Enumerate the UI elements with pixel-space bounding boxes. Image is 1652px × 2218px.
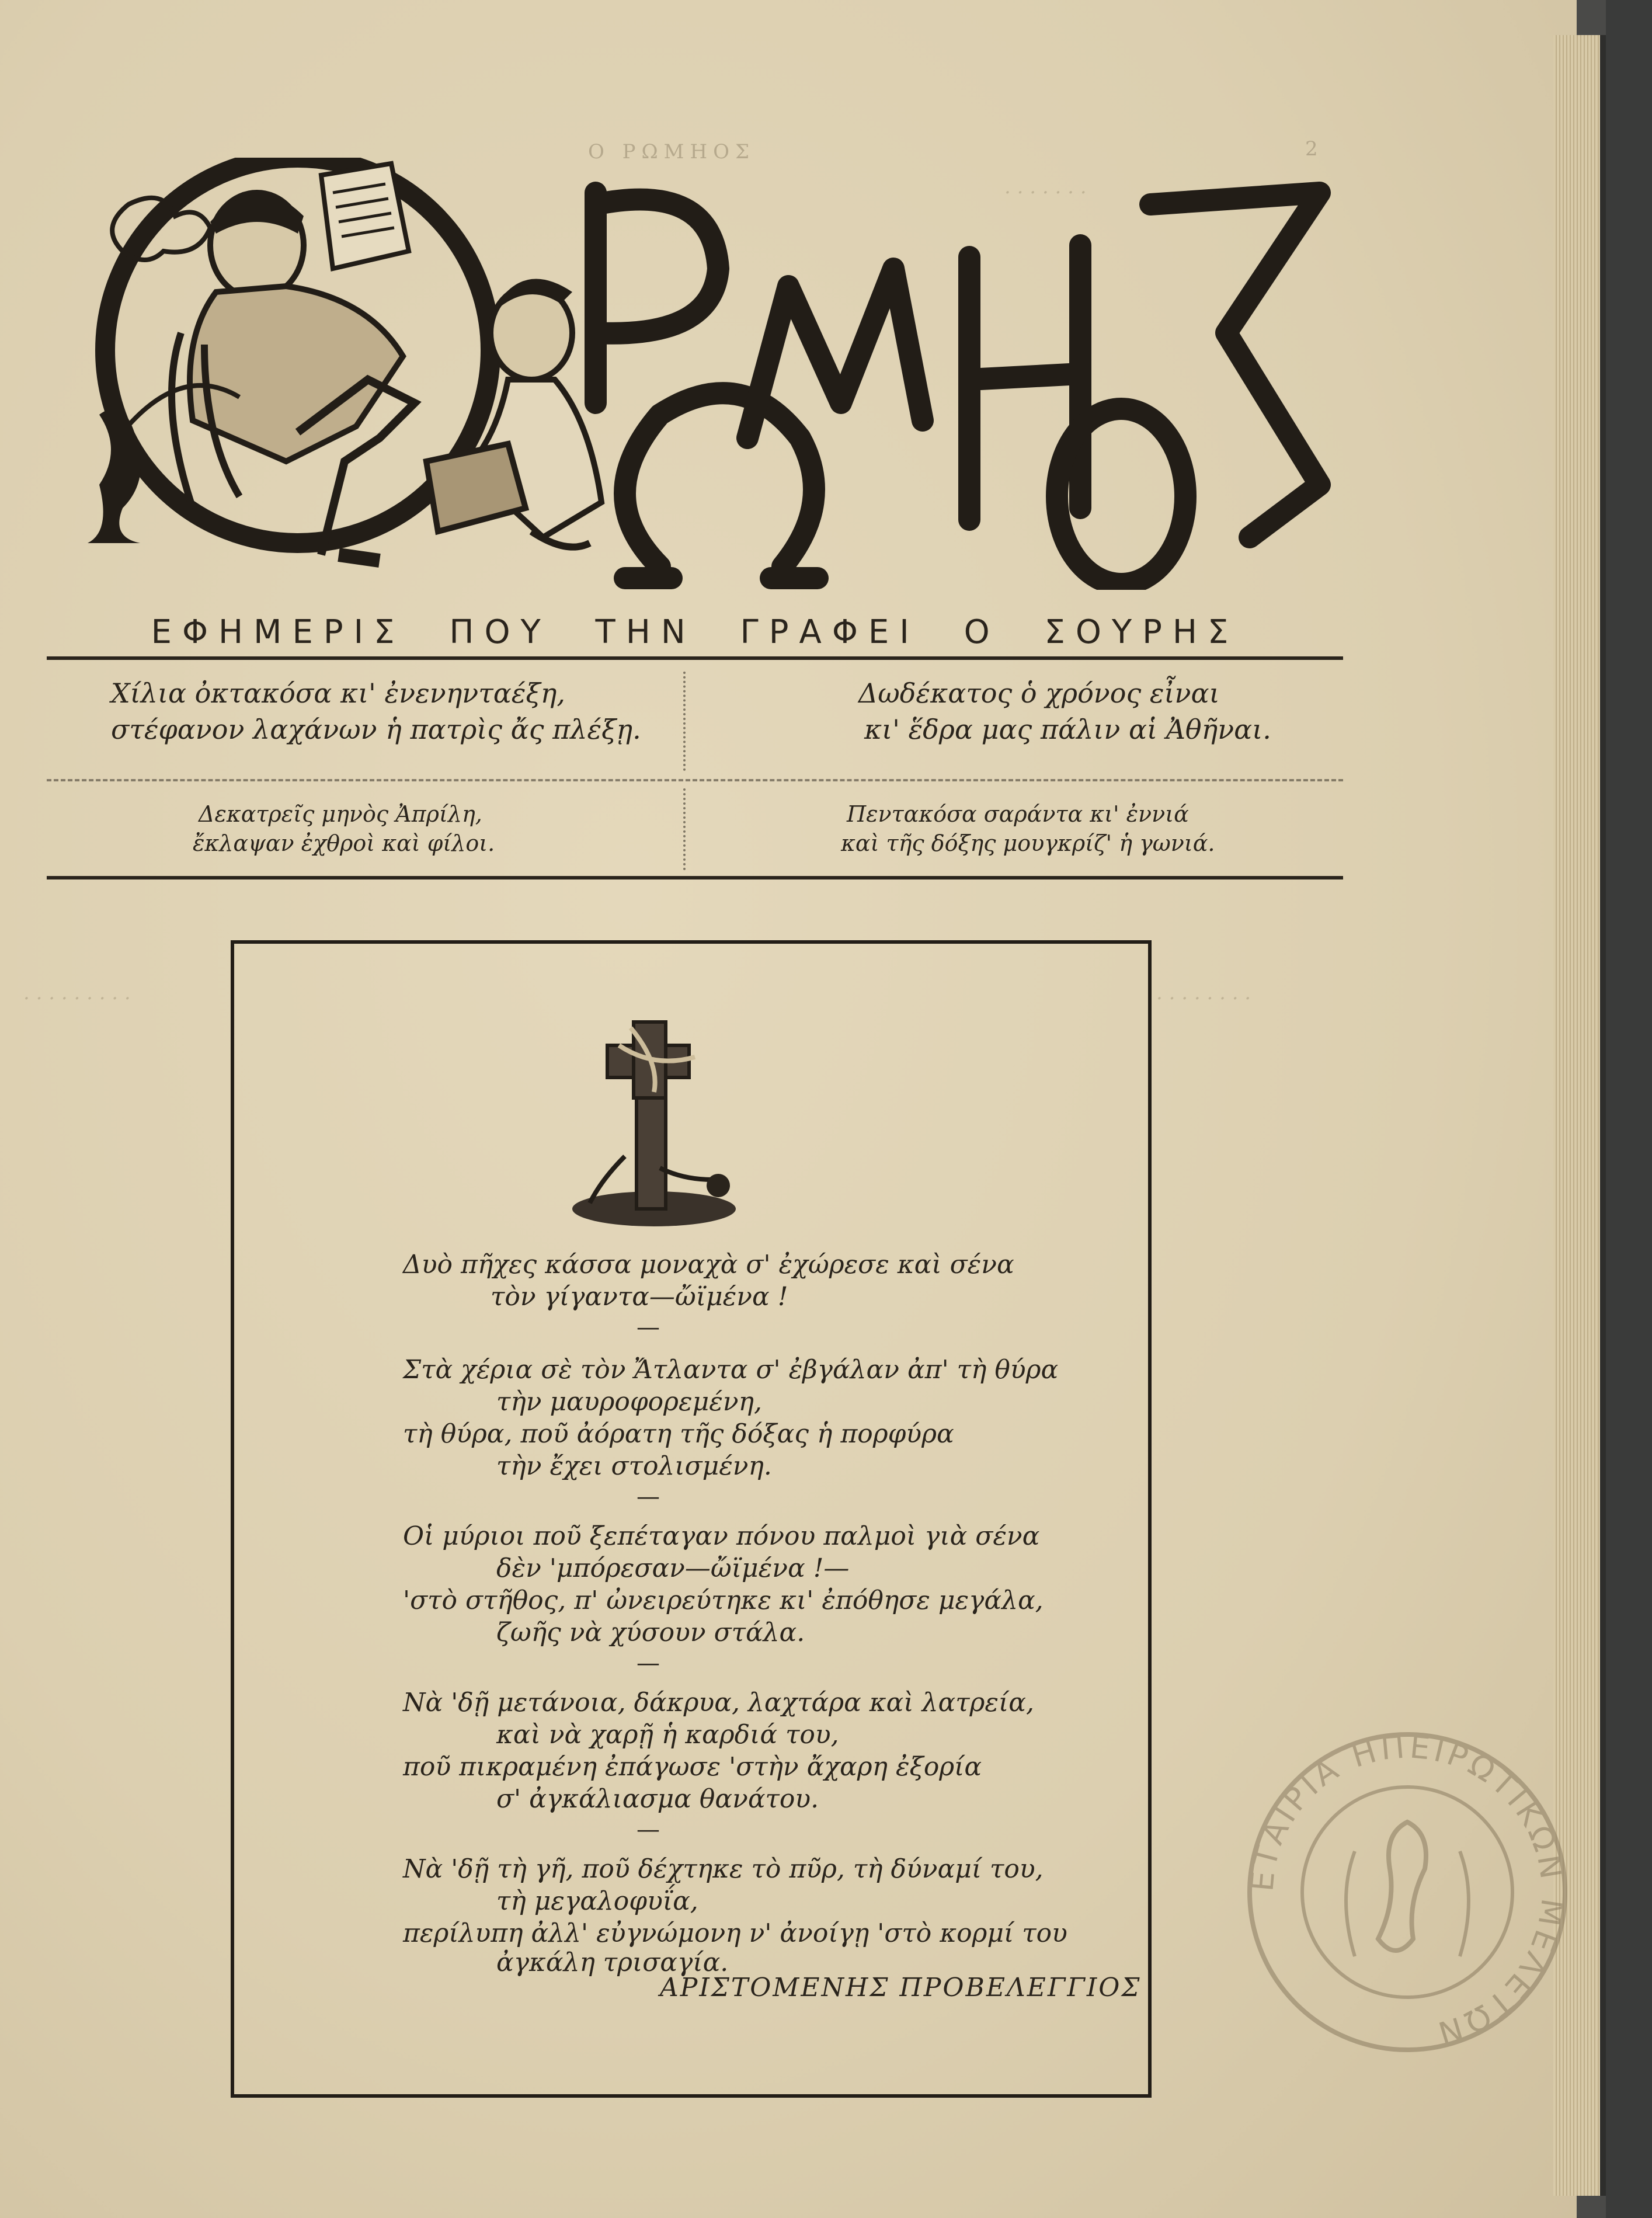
poem-line: τὸν γίγαντα—ὤϊμένα ! bbox=[491, 1282, 788, 1312]
poem-line: ζωῆς νὰ χύσουν στάλα. bbox=[496, 1618, 805, 1647]
epigraph-line: ἔκλαψαν ἐχθροὶ καὶ φίλοι. bbox=[193, 830, 495, 856]
masthead-illustration-boy bbox=[426, 279, 601, 547]
poem-line: περίλυπη ἀλλ' εὐγνώμονη ν' ἀνοίγῃ 'στὸ κορμί του bbox=[403, 1918, 1067, 1948]
poem-line: ποῦ πικραμένη ἐπάγωσε 'στὴν ἄχαρη ἐξορία bbox=[403, 1752, 982, 1782]
stanza-separator: — bbox=[637, 1816, 660, 1843]
poem-author: ΑΡΙΣΤΟΜΕΝΗΣ ΠΡΟΒΕΛΕΓΓΙΟΣ bbox=[660, 1973, 1142, 2003]
column-divider bbox=[683, 788, 686, 870]
poem-line: 'στὸ στῆθος, π' ὠνειρεύτηκε κι' ἐπόθησε μεγάλα, bbox=[403, 1586, 1044, 1615]
svg-text:ΕΤΑΙΡΙΑ ΗΠΕΙΡΩΤΙΚΩΝ ΜΕΛΕΤΩΝ bbox=[1244, 1729, 1571, 2053]
poem-line: ἀγκάλη τρισαγία. bbox=[496, 1948, 729, 1977]
stanza-separator: — bbox=[637, 1314, 660, 1341]
poem-line: σ' ἀγκάλιασμα θανάτου. bbox=[496, 1784, 819, 1814]
rule-divider bbox=[47, 656, 1343, 660]
poem-line: Νὰ 'δῇ τὴ γῆ, ποῦ δέχτηκε τὸ πῦρ, τὴ δύναμί του, bbox=[403, 1854, 1044, 1884]
poem-line: Νὰ 'δῇ μετάνοια, δάκρυα, λαχτάρα καὶ λατρεία, bbox=[403, 1688, 1034, 1718]
stanza-separator: — bbox=[637, 1483, 660, 1510]
masthead-subtitle: ΕΦΗΜΕΡΙΣ ΠΟΥ ΤΗΝ ΓΡΑΦΕΙ Ο ΣΟΥΡΗΣ bbox=[151, 613, 1239, 651]
rule-divider-wavy bbox=[47, 777, 1343, 781]
poem-line: καὶ νὰ χαρῇ ἡ καρδιά του, bbox=[496, 1720, 839, 1750]
column-divider bbox=[683, 672, 686, 771]
library-stamp bbox=[1244, 1729, 1571, 2056]
cross-monument-illustration bbox=[572, 1010, 747, 1232]
poem-line: τὴν ἔχει στολισμένη. bbox=[496, 1451, 772, 1481]
poem-line: Στὰ χέρια σὲ τὸν Ἄτλαντα σ' ἐβγάλαν ἀπ' τὴ θύρα bbox=[403, 1355, 1059, 1385]
masthead-artwork bbox=[88, 158, 1331, 590]
stanza-separator: — bbox=[637, 1650, 660, 1677]
bleed-through: . . . . . . . bbox=[1004, 175, 1087, 199]
book-binding bbox=[1606, 0, 1652, 2218]
poem-line: Οἱ μύριοι ποῦ ξεπέταγαν πόνου παλμοὶ γιὰ σένα bbox=[403, 1521, 1040, 1551]
stamp-text: ΕΤΑΙΡΙΑ ΗΠΕΙΡΩΤΙΚΩΝ ΜΕΛΕΤΩΝ bbox=[1244, 1729, 1571, 2053]
poem-line: τὴ μεγαλοφυΐα, bbox=[496, 1886, 698, 1916]
page-number: 2 bbox=[1305, 137, 1318, 161]
epigraph-line: στέφανον λαχάνων ἡ πατρὶς ἄς πλέξῃ. bbox=[111, 714, 641, 745]
poem-line: δὲν 'μπόρεσαν—ὤϊμένα !— bbox=[496, 1553, 850, 1583]
bleed-through: . . . . . . . . bbox=[1156, 981, 1251, 1004]
epigraph-line: Δεκατρεῖς μηνὸς Ἀπρίλη, bbox=[199, 801, 482, 827]
masthead-title-lettering bbox=[596, 193, 1320, 584]
epigraph-line: Πεντακόσα σαράντα κι' ἐννιά bbox=[847, 801, 1189, 827]
bleed-through: . . . . . . . . . bbox=[23, 981, 131, 1004]
running-head: Ο ΡΩΜΗΟΣ bbox=[587, 140, 756, 164]
poem-line: Δυὸ πῆχες κάσσα μοναχὰ σ' ἐχώρεσε καὶ σένα bbox=[403, 1250, 1014, 1280]
epigraph-line: καὶ τῆς δόξης μουγκρίζ' ἡ γωνιά. bbox=[841, 830, 1215, 856]
masthead bbox=[88, 158, 1331, 590]
poem-line: τὴν μαυροφορεμένη, bbox=[496, 1387, 762, 1417]
epigraph-line: Χίλια ὀκτακόσα κι' ἐνενηνταέξη, bbox=[111, 677, 565, 709]
epigraph-line: κι' ἕδρα μας πάλιν αἱ Ἀθῆναι. bbox=[864, 714, 1271, 745]
rule-divider bbox=[47, 876, 1343, 879]
epigraph-line: Δωδέκατος ὁ χρόνος εἶναι bbox=[858, 677, 1220, 709]
poem-line: τὴ θύρα, ποῦ ἀόρατη τῆς δόξας ἡ πορφύρα bbox=[403, 1419, 954, 1449]
